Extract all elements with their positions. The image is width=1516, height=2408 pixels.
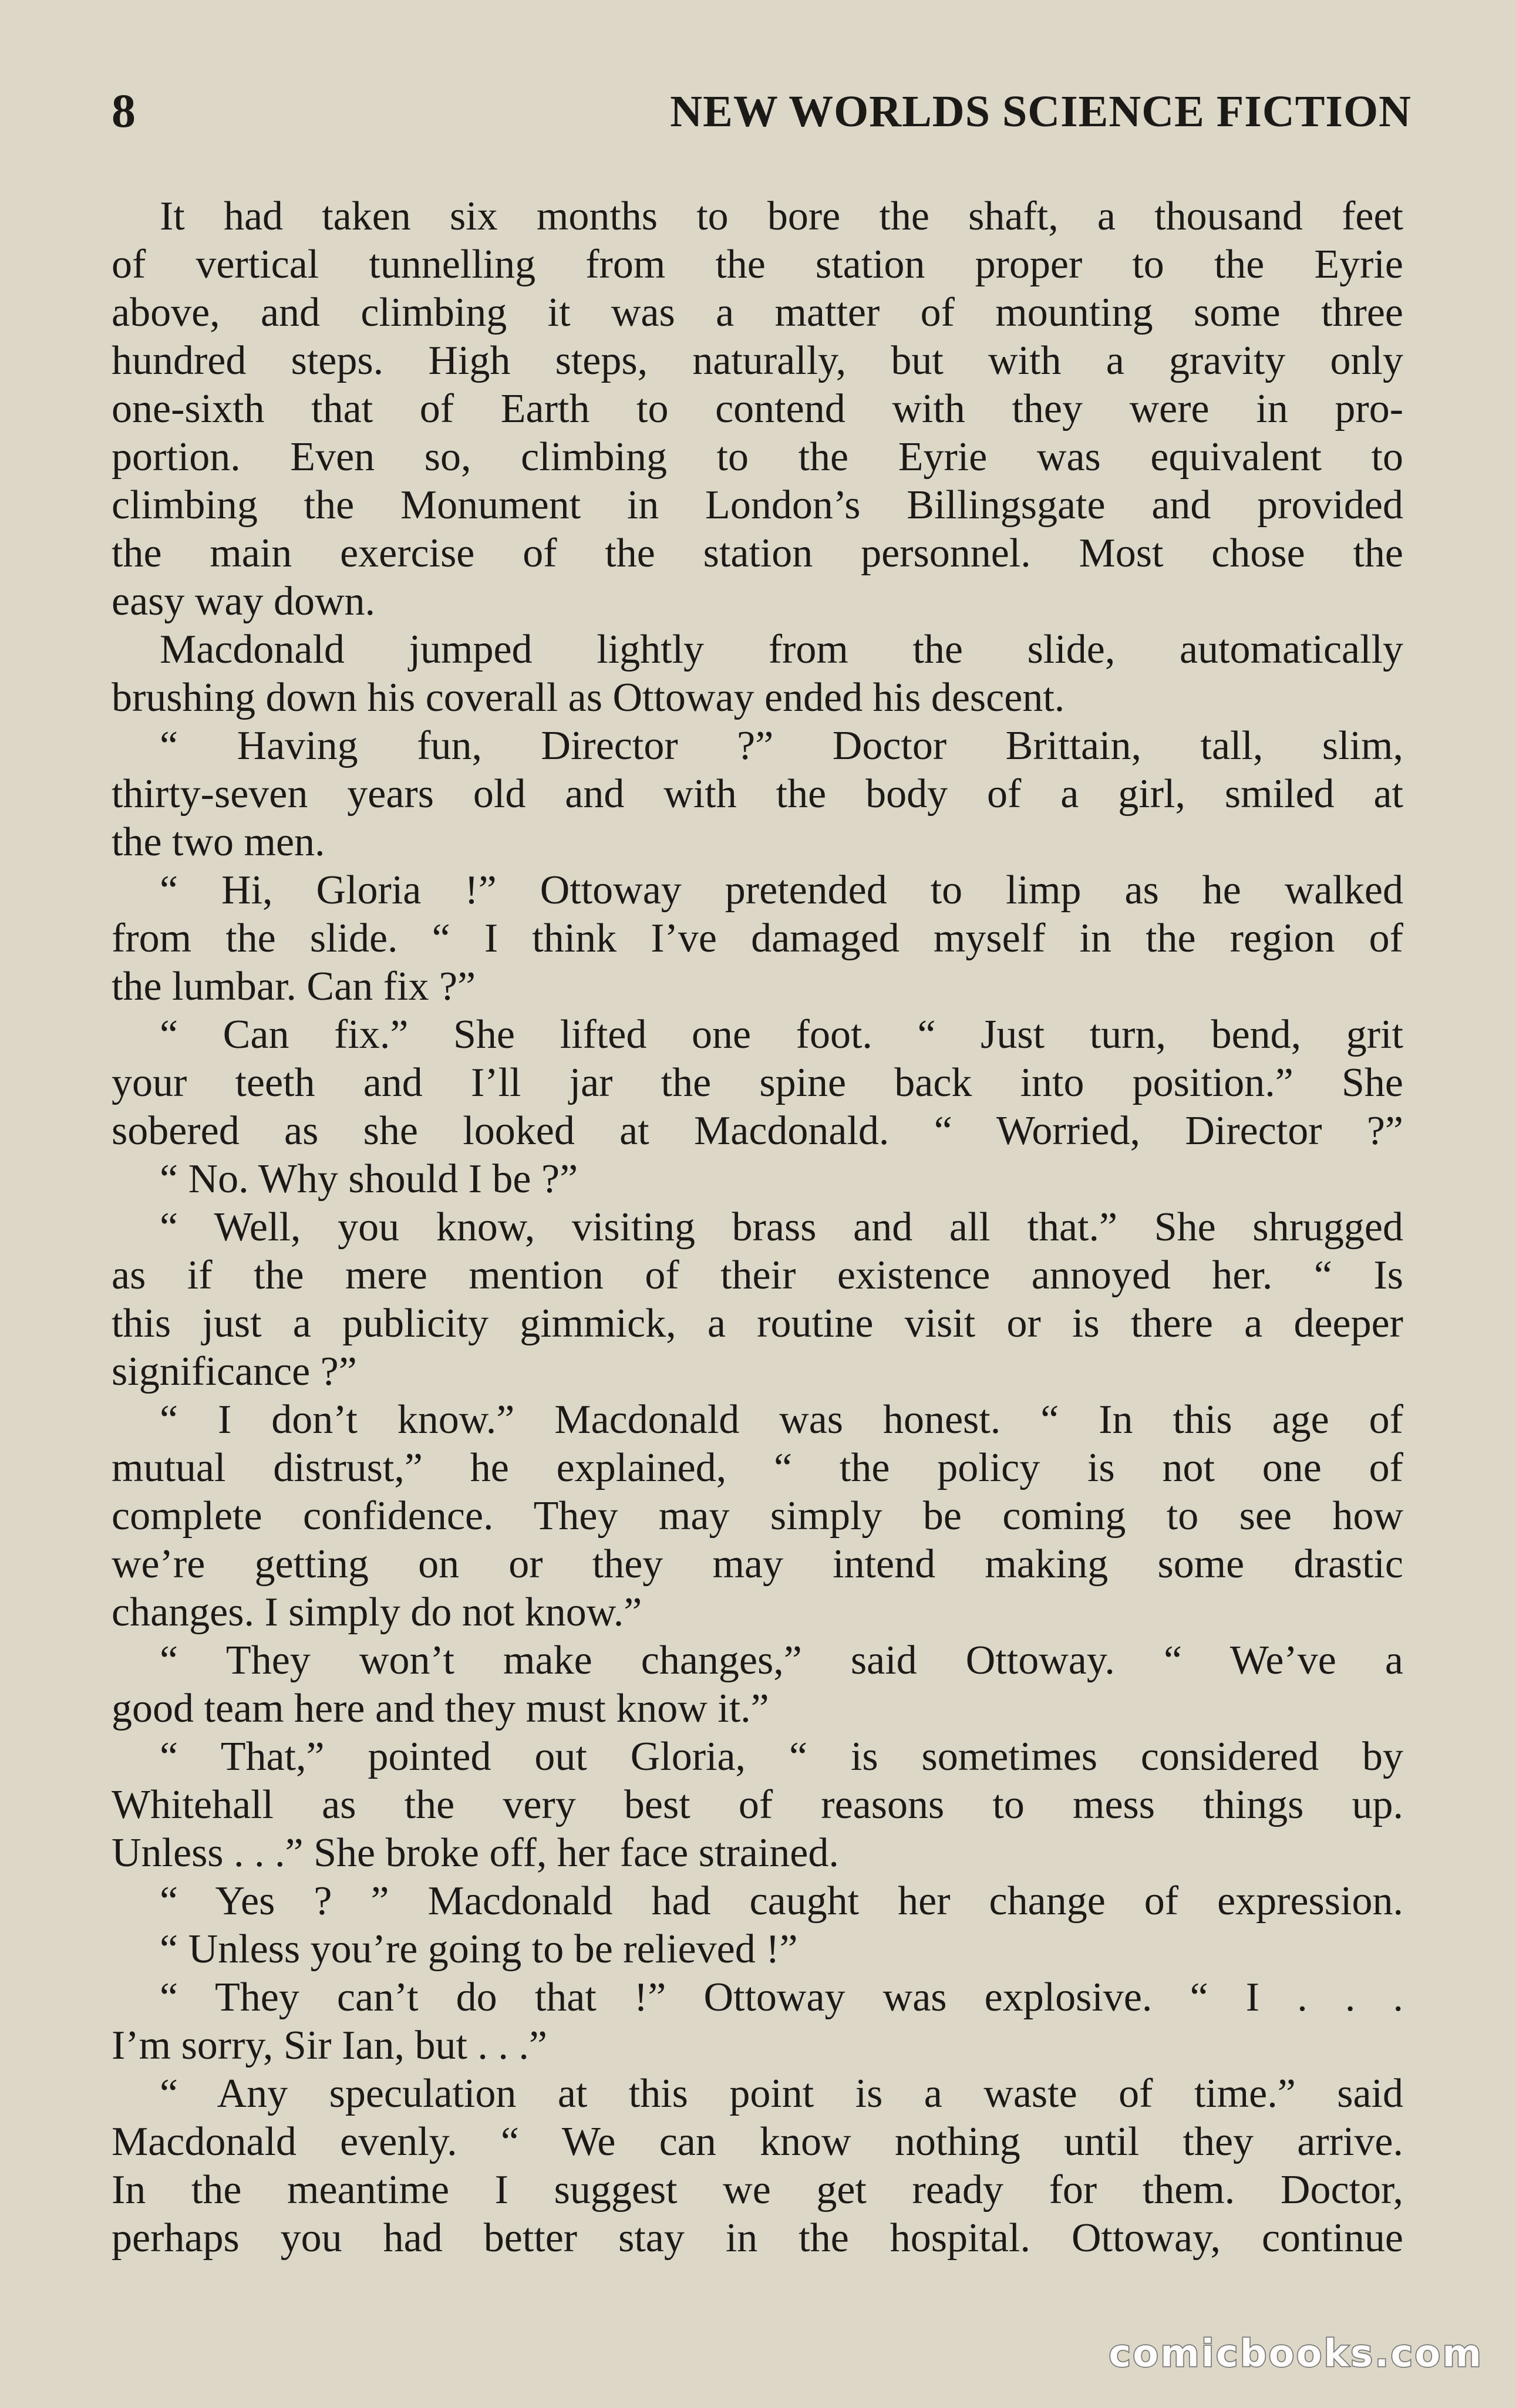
- page-number: 8: [112, 84, 136, 137]
- text-line: portion. Even so, climbing to the Eyrie was equivalent to: [112, 434, 1403, 480]
- text-line: above, and climbing it was a matter of mounting some three: [112, 290, 1403, 335]
- text-line: Whitehall as the very best of reasons to mess things up.: [112, 1782, 1403, 1827]
- text-line: the lumbar. Can fix ?”: [112, 964, 476, 1009]
- text-line: brushing down his coverall as Ottoway ended his descent.: [112, 675, 1065, 720]
- text-line: one-sixth that of Earth to contend with they were in pro-: [112, 386, 1403, 431]
- text-line: climbing the Monument in London’s Billingsgate and provided: [112, 483, 1403, 528]
- text-line: “ Having fun, Director ?” Doctor Brittain, tall, slim,: [160, 723, 1403, 768]
- text-line: In the meantime I suggest we get ready for them. Doctor,: [112, 2167, 1403, 2213]
- text-line: thirty-seven years old and with the body of a girl, smiled at: [112, 771, 1403, 817]
- text-line: complete confidence. They may simply be coming to see how: [112, 1493, 1403, 1539]
- text-line: “ Can fix.” She lifted one foot. “ Just turn, bend, grit: [160, 1012, 1403, 1057]
- text-line: It had taken six months to bore the shaft, a thousand feet: [160, 194, 1403, 239]
- text-line: we’re getting on or they may intend making some drastic: [112, 1542, 1403, 1587]
- watermark: comicbooks.com: [1109, 2332, 1483, 2376]
- text-line: your teeth and I’ll jar the spine back into position.” She: [112, 1060, 1403, 1105]
- text-line: easy way down.: [112, 579, 376, 624]
- text-line: good team here and they must know it.”: [112, 1686, 769, 1731]
- text-line: “ They can’t do that !” Ottoway was explosive. “ I . . .: [160, 1975, 1403, 2020]
- text-line: significance ?”: [112, 1349, 357, 1394]
- text-line: this just a publicity gimmick, a routine visit or is there a deeper: [112, 1301, 1403, 1346]
- text-line: perhaps you had better stay in the hospital. Ottoway, continue: [112, 2215, 1403, 2261]
- text-line: “ Any speculation at this point is a waste of time.” said: [160, 2071, 1403, 2116]
- text-line: “ I don’t know.” Macdonald was honest. “ In this age of: [160, 1397, 1403, 1442]
- text-line: “ That,” pointed out Gloria, “ is sometimes considered by: [160, 1734, 1403, 1779]
- text-line: I’m sorry, Sir Ian, but . . .”: [112, 2023, 547, 2068]
- text-line: hundred steps. High steps, naturally, but with a gravity only: [112, 338, 1403, 383]
- text-line: “ They won’t make changes,” said Ottoway. “ We’ve a: [160, 1638, 1403, 1683]
- text-line: “ Hi, Gloria !” Ottoway pretended to limp as he walked: [160, 868, 1403, 913]
- text-line: mutual distrust,” he explained, “ the policy is not one of: [112, 1445, 1403, 1490]
- text-line: changes. I simply do not know.”: [112, 1590, 642, 1635]
- running-head: NEW WORLDS SCIENCE FICTION: [670, 87, 1411, 136]
- body-text: [112, 193, 1403, 2262]
- text-line: the main exercise of the station personnel. Most chose the: [112, 531, 1403, 576]
- text-line: Macdonald evenly. “ We can know nothing until they arrive.: [112, 2119, 1403, 2164]
- text-line: “ Unless you’re going to be relieved !”: [160, 1927, 798, 1972]
- text-line: the two men.: [112, 819, 325, 865]
- text-line: Macdonald jumped lightly from the slide, automatically: [160, 627, 1403, 672]
- text-line: of vertical tunnelling from the station proper to the Eyrie: [112, 242, 1403, 287]
- text-line: as if the mere mention of their existence annoyed her. “ Is: [112, 1253, 1403, 1298]
- text-line: “ Yes ? ” Macdonald had caught her change of expression.: [160, 1878, 1403, 1924]
- text-line: from the slide. “ I think I’ve damaged myself in the region of: [112, 916, 1403, 961]
- text-line: sobered as she looked at Macdonald. “ Worried, Director ?”: [112, 1108, 1403, 1154]
- text-line: “ Well, you know, visiting brass and all that.” She shrugged: [160, 1205, 1403, 1250]
- text-line: “ No. Why should I be ?”: [160, 1156, 578, 1202]
- text-line: Unless . . .” She broke off, her face strained.: [112, 1830, 839, 1876]
